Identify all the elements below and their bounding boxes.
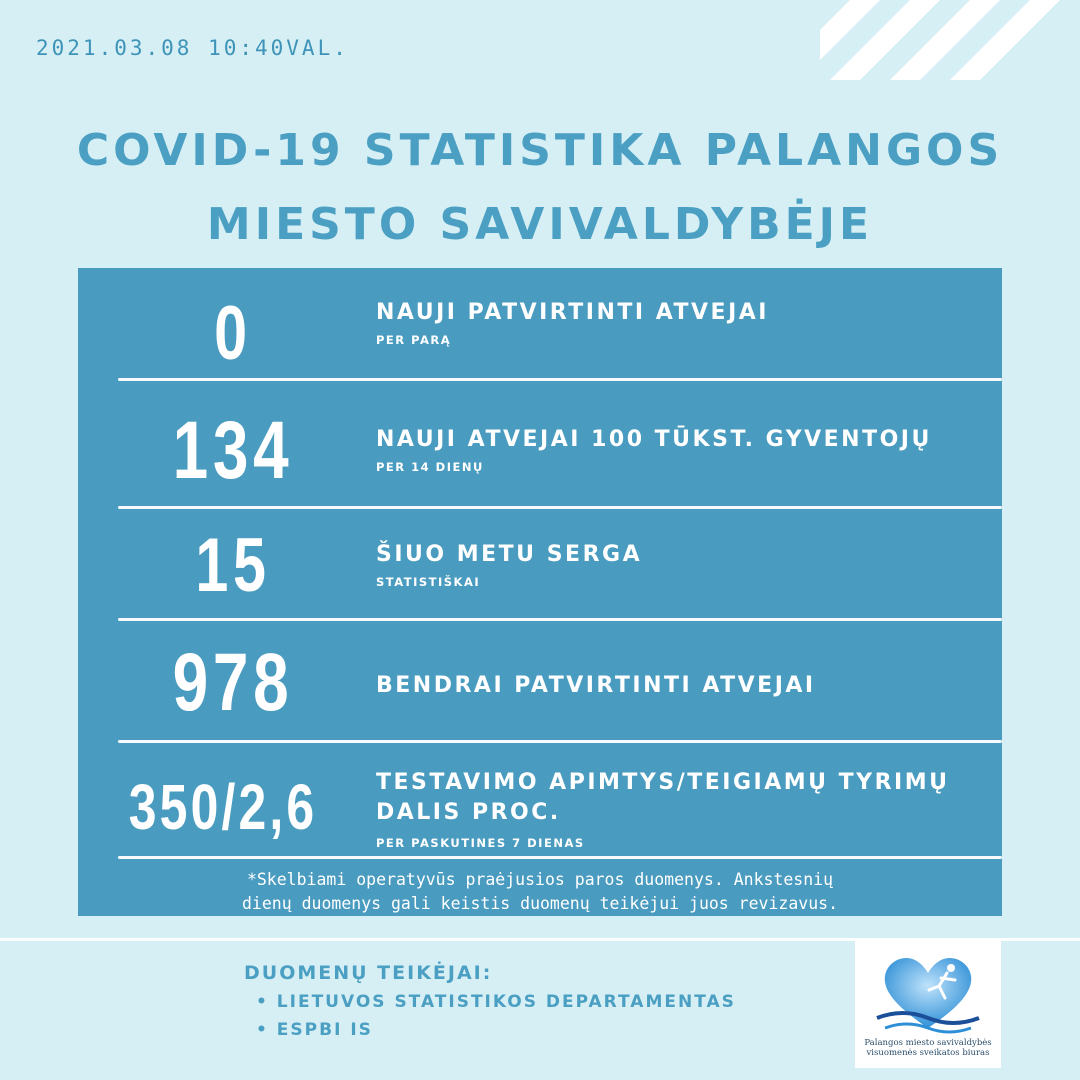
stats-panel [78, 268, 1002, 916]
report-datetime: 2021.03.08 10:40VAL. [36, 36, 349, 60]
stat-sublabel: PER 14 DIENŲ [376, 460, 484, 474]
logo-caption [855, 1038, 1001, 1058]
stat-label: TESTAVIMO APIMTYS/TEIGIAMŲ TYRIMŲ [376, 770, 950, 795]
stat-label: BENDRAI PATVIRTINTI ATVEJAI [376, 673, 816, 698]
data-providers [244, 962, 736, 1044]
row-divider [118, 856, 1002, 859]
stat-label: NAUJI ATVEJAI 100 TŪKST. GYVENTOJŲ [376, 427, 932, 452]
page-title [0, 114, 1080, 262]
stat-label: ŠIUO METU SERGA [376, 542, 643, 567]
stat-label-line-2: DALIS PROC. [376, 800, 561, 825]
stat-value: 134 [172, 405, 294, 496]
providers-heading: DUOMENŲ TEIKĖJAI: [244, 962, 493, 984]
stat-value: 978 [172, 637, 294, 728]
logo-caption-line-1: Palangos miesto savivaldybės [864, 1038, 992, 1048]
logo-caption-line-2: visuomenės sveikatos biuras [866, 1048, 990, 1058]
title-line-1: COVID-19 STATISTIKA PALANGOS [76, 125, 1004, 176]
note-line-2: dienų duomenys gali keistis duomenų teikėjui juos revizavus. [241, 894, 839, 913]
stat-sublabel: PER PASKUTINES 7 DIENAS [376, 836, 585, 850]
health-bureau-logo [855, 940, 1001, 1068]
provider-item: • LIETUVOS STATISTIKOS DEPARTAMENTAS [256, 988, 736, 1016]
stat-value: 0 [214, 291, 252, 376]
decorative-stripes [820, 0, 1080, 80]
heart-runner-logo-icon [855, 940, 1001, 1038]
stat-label: NAUJI PATVIRTINTI ATVEJAI [376, 300, 769, 325]
stat-sublabel: STATISTIŠKAI [376, 575, 481, 589]
row-divider [118, 506, 1002, 509]
row-divider [118, 618, 1002, 621]
providers-list [244, 988, 736, 1044]
row-divider [118, 378, 1002, 381]
disclaimer-note [78, 868, 1002, 916]
provider-item: • ESPBI IS [256, 1016, 736, 1044]
stat-value: 15 [195, 523, 271, 608]
title-line-2: MIESTO SAVIVALDYBĖJE [206, 199, 874, 250]
stat-value: 350/2,6 [128, 771, 318, 843]
stat-sublabel: PER PARĄ [376, 333, 452, 347]
note-line-1: *Skelbiami operatyvūs praėjusios paros duomenys. Ankstesnių [246, 870, 834, 889]
row-divider [118, 740, 1002, 743]
